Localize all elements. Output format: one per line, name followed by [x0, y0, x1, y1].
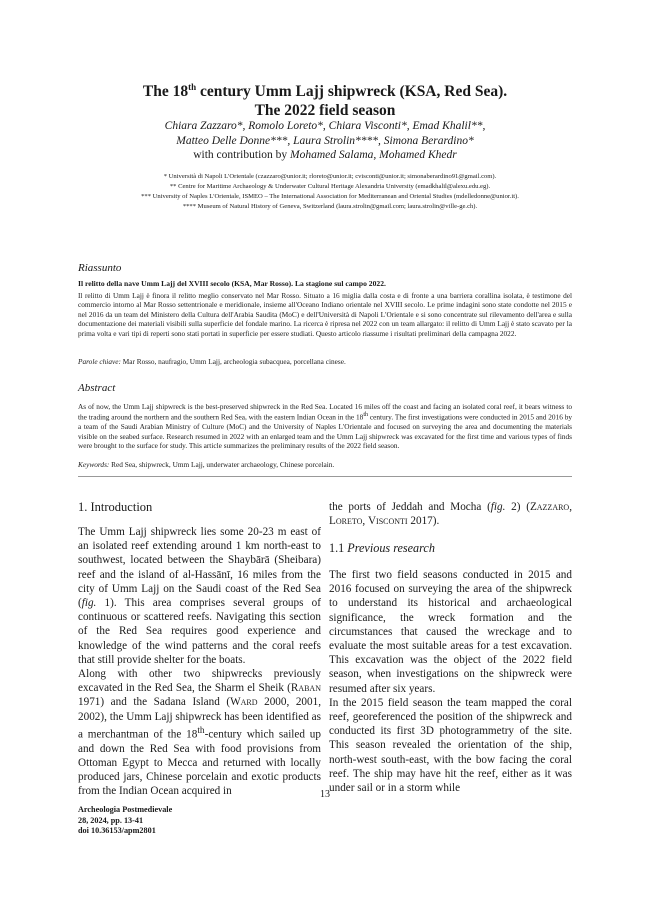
- riassunto-title: Il relitto della nave Umm Lajj del XVIII secolo (KSA, Mar Rosso). La stagione sul campo 2022.: [78, 279, 386, 288]
- keywords-label-en: Keywords:: [78, 460, 110, 469]
- section-divider: [78, 476, 572, 477]
- text: 2) (: [505, 501, 530, 513]
- text: -century which sailed up and down the Red Sea with food provisions from Ottoman Egypt to Mecca and returned with locally produced jars, Chinese porcelain and exotic products from the Indian Ocean acquired in: [78, 728, 321, 798]
- introduction-heading: 1. Introduction: [78, 500, 153, 514]
- text: the ports of Jeddah and Mocha (: [329, 501, 491, 513]
- article-title: [0, 78, 650, 120]
- doi[interactable]: doi 10.36153/apm2801: [78, 826, 156, 836]
- keywords-label-it: Parole chiave:: [78, 357, 121, 366]
- title-line-1: [0, 78, 650, 101]
- abstract-sup: th: [363, 412, 369, 419]
- page-number: 13: [320, 789, 330, 800]
- introduction-paragraph-1: [78, 525, 321, 667]
- title-text-cont: century Umm Lajj shipwreck (KSA, Red Sea).: [196, 83, 508, 101]
- text: 1971) and the Sadana Island (: [78, 696, 231, 709]
- introduction-paragraph-2: [78, 667, 321, 799]
- right-column-intro: [329, 500, 572, 528]
- fig-ref[interactable]: fig.: [490, 501, 506, 513]
- authors-line-3: [0, 148, 650, 163]
- abstract-text-2: century. The first investigations were conducted in 2015 and 2016 by a team of the Saudi Arabian Ministry of Culture (MoC) and the University of Naples L'Orientale and focused on surveying the area and documenting the materials visible on the seabed surface. Research resumed in 2022 with an enlarged team and the Umm Lajj shipwreck was excavated for the first time and various types of finds were brought to the surface for study. This article summarizes the preliminary results of the 2022 field season.: [78, 412, 572, 451]
- superscript: th: [197, 725, 205, 736]
- fig-ref[interactable]: fig.: [81, 597, 97, 610]
- affiliation-2: ** Centre for Maritime Archaeology & Underwater Cultural Heritage Alexandria University (emadkhalil@alexu.edu.eg).: [169, 183, 491, 190]
- text: ,: [362, 515, 368, 528]
- keywords-en: Red Sea, shipwreck, Umm Lajj, underwater archaeology, Chinese porcelain.: [109, 460, 335, 469]
- citation-raban[interactable]: Raban: [290, 682, 321, 695]
- text: 2017).: [407, 515, 440, 528]
- citation-zazzaro[interactable]: Zazzaro: [529, 501, 570, 513]
- previous-research-paragraph-2: In the 2015 field season the team mapped the coral reef, georeferenced the position of the shipwreck and conducted its first 3D photogrammetry of the site. This season revealed the orientation of the ship, north-west south-east, with the bow facing the coral reef. The ship may have hit the reef, either as it was under sail or in a storm while: [329, 696, 572, 795]
- citation-loreto[interactable]: Loreto: [329, 515, 363, 528]
- journal-volume: 28, 2024, pp. 13-41: [78, 815, 144, 825]
- journal-info: [78, 805, 172, 837]
- author-list: [0, 119, 650, 163]
- abstract-heading: Abstract: [78, 382, 116, 394]
- text: 2000, 2001, 2002), the Umm Lajj shipwreck has been identified as a merchantman of the 18: [78, 696, 322, 741]
- riassunto-heading: Riassunto: [78, 262, 122, 274]
- previous-research-heading: [329, 541, 435, 556]
- keywords-it: Mar Rosso, naufragio, Umm Lajj, archeologia subacquea, porcellana cinese.: [120, 357, 346, 366]
- section-title: Previous research: [347, 541, 435, 555]
- journal-name: Archeologia Postmedievale: [78, 805, 173, 814]
- affiliation-4: **** Museum of Natural History of Geneva, Switzerland (laura.strolin@gmail.com; laura.strolin@ville-ge.ch).: [182, 203, 478, 210]
- previous-research-paragraph-1: The first two field seasons conducted in 2015 and 2016 focused on surveying the area of the shipwreck to understand its historical and archaeological significance, the wreck formation and the circumstances that caused the wreckage and to evaluate the most suitable areas for a test excavation. This excavation was the object of the 2022 field season, when investigations on the shipwreck were resumed after six years.: [329, 569, 572, 695]
- text: 1). This area comprises several groups of continuous or scattered reefs. Navigating this section of the Red Sea requires good experience and knowledge of the wind patterns and the coral reefs that still provide shelter for the boats.: [78, 597, 321, 666]
- affiliation-1: * Università di Napoli L'Orientale (czazzaro@unior.it; rloreto@unior.it; cvisconti@unior.it; simonaberardino91@gmail.com).: [163, 173, 497, 180]
- affiliations: [60, 172, 600, 212]
- text: ,: [569, 501, 573, 513]
- title-text: The 18: [142, 83, 189, 101]
- citation-ward[interactable]: Ward: [230, 696, 258, 709]
- abstract-keywords: [78, 460, 572, 469]
- title-superscript: th: [188, 82, 197, 92]
- affiliation-3: *** University of Naples L'Orientale, ISMEO – The International Association for Mediterranean and Oriental Studies (mdelledonne@unior.it).: [141, 193, 519, 200]
- riassunto-body: Il relitto di Umm Lajj è finora il relitto meglio conservato nel Mar Rosso. Situato a 16 miglia dalla costa e di fronte a una barriera corallina isolata, è testimone del commercio intorno al Mar Rosso settentrionale e meridionale, insieme all'Oceano Indiano orientale nel XVIII secolo. Le prime indagini sono state condotte nel 2015 e nel 2016 da un team del Ministero della Cultura dell'Arabia Saudita (MoC) e dell'Università di Napoli L'Orientale e si sono concentrate sul rilevamento dell'area e sulla documentazione dei materiali visibili sulla superficie del fondale marino. La ricerca è ripresa nel 2022 con un team allargato: il relitto di Umm Lajj è stato scavato per la prima volta e vari tipi di reperti sono stati portati in superficie per essere studiati. Questo articolo riassume i risultati preliminari della campagna 2022.: [78, 291, 572, 338]
- text: Along with other two shipwrecks previously excavated in the Red Sea, the Sharm el Sheik (: [78, 668, 321, 695]
- riassunto-keywords: [78, 357, 572, 366]
- previous-research-body: [329, 568, 572, 795]
- title-line-2: The 2022 field season: [254, 102, 396, 120]
- authors-line-1: Chiara Zazzaro*, Romolo Loreto*, Chiara Visconti*, Emad Khalil**,: [164, 120, 486, 132]
- text: The Umm Lajj shipwreck lies some 20-23 m east of an isolated reef extending around 1 km north-east to southwest, located between the Shaybārā (Sheibara) reef and the island of al-Hassānī, 16 miles from the city of Umm Lajj on the Saudi coast of the Red Sea (: [78, 526, 321, 610]
- section-number: 1.1: [329, 541, 348, 555]
- abstract-text-1: As of now, the Umm Lajj shipwreck is the best-preserved shipwreck in the Red Sea. Located 16 miles off the coast and facing an isolated coral reef, it bears witness to the trading around the northern and the southern Red Sea, with the eastern Indian Ocean in the 18: [78, 402, 572, 422]
- authors-line-2: Matteo Delle Donne***, Laura Strolin****, Simona Berardino*: [176, 134, 474, 147]
- abstract-body: [78, 402, 572, 450]
- contribution-label: with contribution by: [193, 149, 291, 161]
- introduction-column: [78, 525, 321, 799]
- citation-visconti[interactable]: Visconti: [367, 515, 408, 528]
- contributor-names: Mohamed Salama, Mohamed Khedr: [290, 149, 457, 161]
